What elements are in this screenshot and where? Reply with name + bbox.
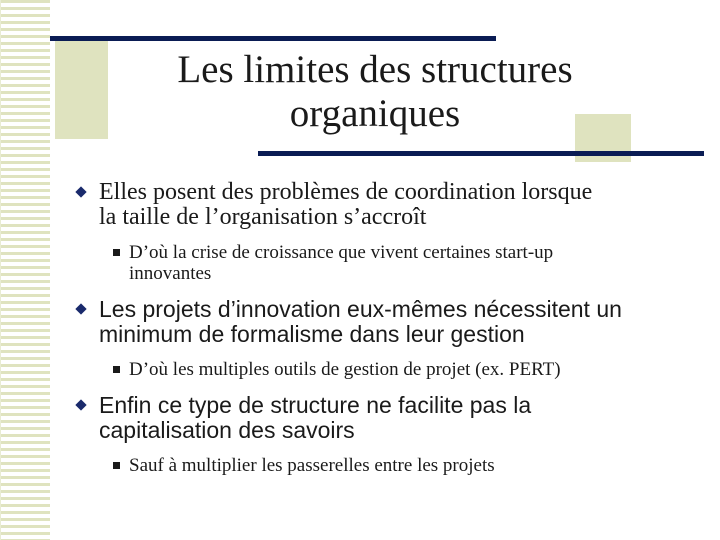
sub-bullet-item	[70, 359, 700, 380]
bullet-group-3	[70, 393, 700, 476]
slide-content	[70, 180, 700, 489]
bullet-group-2	[70, 297, 700, 380]
slide-title	[110, 48, 640, 136]
bullet-text-line1: Enfin ce type de structure ne facilite pas la	[99, 392, 532, 418]
decorative-stripes	[0, 0, 50, 540]
bullet-group-1	[70, 180, 700, 284]
bullet-item	[70, 180, 700, 230]
square-bullet-icon	[113, 462, 120, 469]
accent-block-top-left	[55, 38, 108, 139]
diamond-bullet-icon	[75, 399, 86, 410]
sub-bullet-item	[70, 242, 700, 284]
bullet-text-line1: Les projets d’innovation eux-mêmes nécessitent un	[99, 296, 622, 322]
bullet-text-line2: minimum de formalisme dans leur gestion	[99, 321, 525, 347]
title-bar-top	[50, 36, 496, 41]
sub-bullet-text-line1: D’où la crise de croissance que vivent certaines start-up	[129, 242, 554, 263]
bullet-text-line2: capitalisation des savoirs	[99, 417, 355, 443]
sub-bullet-text-line1: D’où les multiples outils de gestion de projet (ex. PERT)	[129, 359, 561, 380]
diamond-bullet-icon	[75, 303, 86, 314]
sub-bullet-text-line2: innovantes	[129, 263, 212, 284]
bullet-text-line1: Elles posent des problèmes de coordination lorsque	[99, 179, 593, 205]
bullet-item	[70, 297, 700, 347]
sub-bullet-item	[70, 455, 700, 476]
left-edge-rule	[0, 0, 1, 540]
slide-title-line1: Les limites des structures	[177, 48, 573, 91]
sub-bullet-text-line1: Sauf à multiplier les passerelles entre les projets	[129, 455, 495, 476]
diamond-bullet-icon	[75, 186, 86, 197]
title-bar-bottom	[258, 151, 704, 156]
bullet-text-line2: la taille de l’organisation s’accroît	[99, 204, 427, 230]
bullet-item	[70, 393, 700, 443]
square-bullet-icon	[113, 366, 120, 373]
square-bullet-icon	[113, 249, 120, 256]
slide-title-line2: organiques	[289, 92, 461, 135]
